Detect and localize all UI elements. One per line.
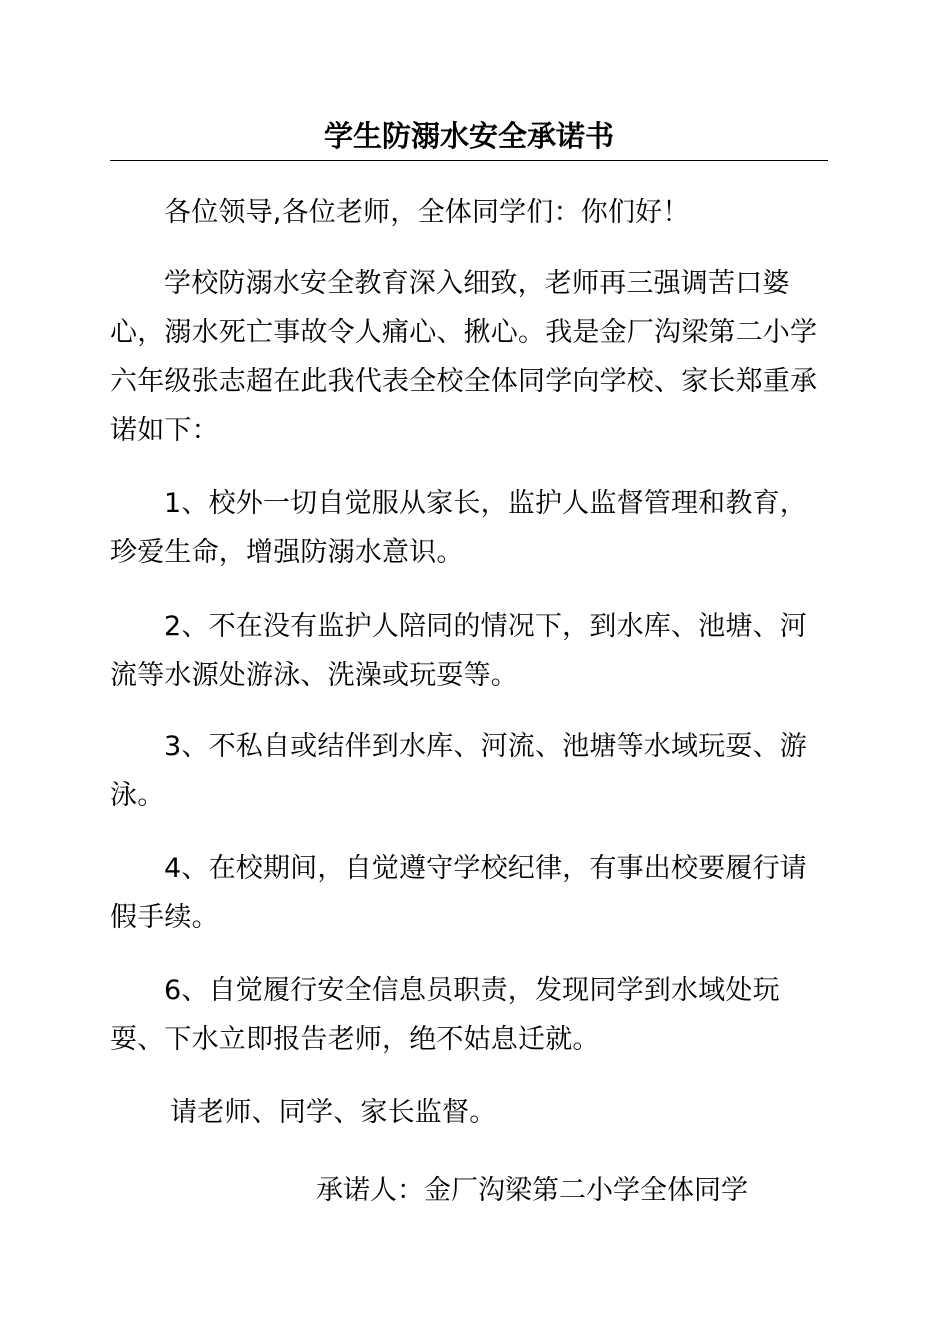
greeting-paragraph: 各位领导,各位老师，全体同学们：你们好！ xyxy=(164,197,690,228)
intro-paragraph: 学校防溺水安全教育深入细致，老师再三强调苦口婆心，溺水死亡事故令人痛心、揪心。我是金厂沟梁第二小学六年级张志超在此我代表全校全体同学向学校、家长郑重承诺如下： xyxy=(110,268,818,446)
pledge-item-4: 4、在校期间，自觉遵守学校纪律，有事出校要履行请假手续。 xyxy=(110,853,807,933)
pledge-item-2: 2、不在没有监护人陪同的情况下，到水库、池塘、河流等水源处游泳、洗澡或玩耍等。 xyxy=(110,611,807,691)
pledge-item-1: 1、校外一切自觉服从家长，监护人监督管理和教育，珍爱生命，增强防溺水意识。 xyxy=(110,488,807,568)
pledge-item-6: 6、自觉履行安全信息员职责，发现同学到水域处玩耍、下水立即报告老师，绝不姑息迁就。 xyxy=(110,975,780,1055)
title-underline xyxy=(110,160,828,161)
signature-line: 承诺人：金厂沟梁第二小学全体同学 xyxy=(316,1175,748,1206)
pledge-item-3: 3、不私自或结伴到水库、河流、池塘等水域玩耍、游泳。 xyxy=(110,731,807,811)
document-title: 学生防溺水安全承诺书 xyxy=(323,119,614,153)
supervision-request: 请老师、同学、家长监督。 xyxy=(170,1097,497,1128)
